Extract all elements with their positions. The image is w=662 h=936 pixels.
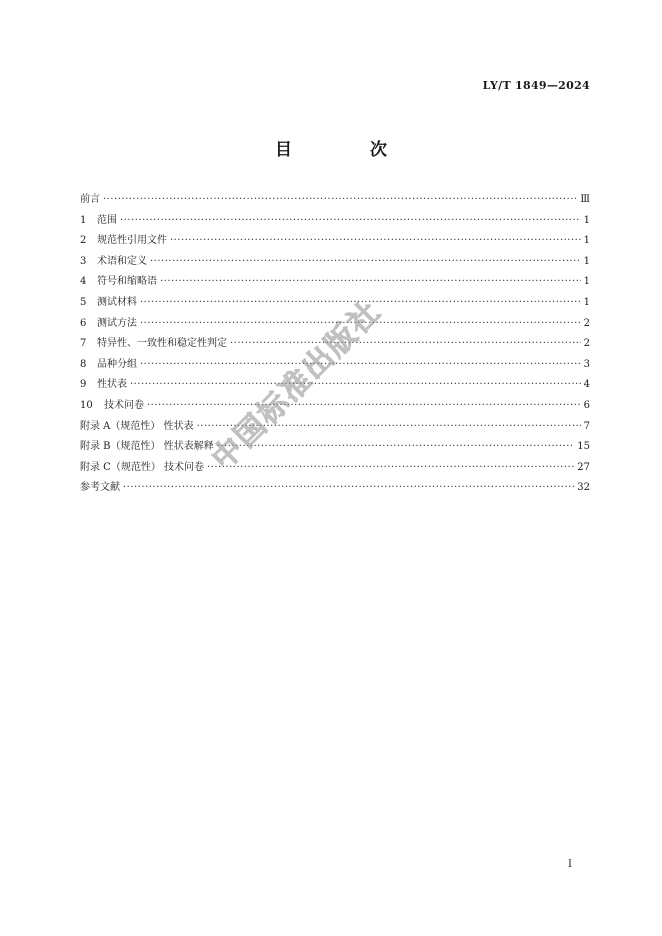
toc-entry-variety-grouping[interactable] — [80, 355, 590, 376]
toc-entry-page: 7 — [583, 420, 590, 432]
page-number: I — [568, 859, 572, 870]
toc-entry-technical-questionnaire[interactable] — [80, 396, 590, 417]
toc-entry-page: 2 — [583, 338, 590, 350]
toc-entry-text: 范围 — [97, 214, 117, 226]
toc-entry-page: 1 — [583, 214, 590, 226]
toc-list — [80, 190, 590, 499]
toc-entry-label — [80, 355, 140, 370]
toc-entry-page: 1 — [583, 255, 590, 267]
toc-dot-leader — [230, 338, 581, 349]
toc-entry-number: 3 — [80, 255, 87, 267]
toc-entry-page: 2 — [583, 317, 590, 329]
toc-entry-page: 15 — [577, 441, 590, 453]
toc-entry-bibliography[interactable] — [80, 478, 590, 499]
toc-entry-label — [80, 272, 160, 287]
toc-entry-annex-c[interactable] — [80, 458, 590, 479]
toc-dot-leader — [147, 400, 581, 411]
toc-entry-number: 8 — [80, 358, 87, 370]
toc-dot-leader — [123, 482, 574, 493]
toc-entry-label — [80, 252, 150, 267]
toc-entry-number: 9 — [80, 379, 87, 391]
toc-entry-page: Ⅲ — [580, 194, 590, 205]
toc-entry-label — [80, 314, 140, 329]
toc-dot-leader — [160, 276, 581, 287]
toc-entry-text: 规范性引用文件 — [97, 235, 167, 247]
toc-entry-foreword[interactable] — [80, 190, 590, 211]
toc-entry-number: 6 — [80, 317, 87, 329]
toc-dot-leader — [140, 359, 581, 370]
toc-entry-characteristics-table[interactable] — [80, 375, 590, 396]
toc-entry-text: 品种分组 — [97, 358, 137, 370]
toc-entry-page: 32 — [577, 482, 590, 494]
toc-dot-leader — [170, 235, 581, 246]
toc-entry-dus-assessment[interactable] — [80, 334, 590, 355]
toc-entry-page: 27 — [577, 461, 590, 473]
toc-entry-text: 测试方法 — [97, 317, 137, 329]
toc-entry-test-method[interactable] — [80, 314, 590, 335]
toc-entry-annex-a[interactable] — [80, 417, 590, 438]
toc-dot-leader — [217, 441, 575, 452]
toc-entry-label: 附录 C（规范性） 技术问卷 — [80, 461, 205, 473]
toc-entry-label — [80, 375, 130, 390]
toc-title: 目 次 — [275, 140, 423, 160]
toc-entry-text: 符号和缩略语 — [97, 276, 157, 288]
toc-entry-page: 6 — [583, 399, 590, 411]
toc-entry-label: 前言 — [80, 194, 100, 205]
toc-entry-normative-references[interactable] — [80, 231, 590, 252]
toc-dot-leader — [140, 297, 581, 308]
toc-entry-label — [80, 396, 147, 411]
toc-entry-symbols-abbreviations[interactable] — [80, 272, 590, 293]
toc-entry-number: 5 — [80, 296, 87, 308]
toc-entry-page: 1 — [583, 276, 590, 288]
toc-entry-page: 3 — [583, 358, 590, 370]
toc-entry-terms-definitions[interactable] — [80, 252, 590, 273]
toc-entry-number: 10 — [80, 399, 93, 411]
toc-entry-number: 1 — [80, 214, 87, 226]
toc-entry-label: 参考文献 — [80, 482, 120, 494]
toc-entry-text: 技术问卷 — [104, 399, 144, 411]
toc-entry-label — [80, 231, 170, 246]
toc-entry-text: 特异性、一致性和稳定性判定 — [97, 338, 227, 350]
toc-entry-number: 2 — [80, 235, 87, 247]
toc-entry-scope[interactable] — [80, 211, 590, 232]
toc-entry-text: 性状表 — [97, 379, 127, 391]
toc-entry-label — [80, 293, 140, 308]
toc-dot-leader — [140, 318, 581, 329]
publisher-watermark: 中国标准出版社 — [205, 293, 389, 477]
toc-dot-leader — [150, 256, 581, 267]
toc-entry-number: 4 — [80, 276, 87, 288]
toc-entry-label: 附录 B（规范性） 性状表解释 — [80, 441, 214, 453]
toc-entry-page: 4 — [583, 379, 590, 391]
toc-entry-label — [80, 334, 230, 349]
toc-entry-text: 术语和定义 — [97, 255, 147, 267]
toc-entry-label — [80, 211, 120, 226]
toc-entry-page: 1 — [583, 296, 590, 308]
toc-dot-leader — [207, 462, 574, 473]
toc-entry-test-material[interactable] — [80, 293, 590, 314]
toc-dot-leader — [130, 379, 581, 390]
toc-entry-text: 测试材料 — [97, 296, 137, 308]
toc-entry-label: 附录 A（规范性） 性状表 — [80, 420, 194, 432]
toc-dot-leader — [120, 215, 581, 226]
toc-entry-annex-b[interactable] — [80, 437, 590, 458]
toc-dot-leader — [197, 421, 581, 432]
toc-entry-page: 1 — [583, 235, 590, 247]
toc-entry-number: 7 — [80, 338, 87, 350]
document-code: LY/T 1849—2024 — [482, 79, 590, 92]
toc-dot-leader — [103, 194, 577, 205]
